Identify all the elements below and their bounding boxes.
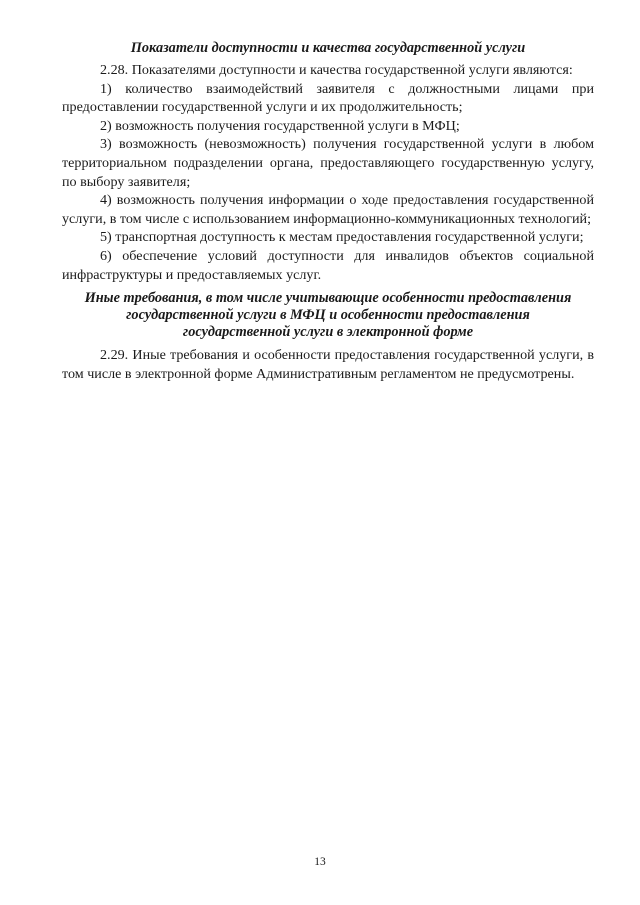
list-item-6: 6) обеспечение условий доступности для инвалидов объектов социальной инфраструктуры и предоставляемых услуг.: [62, 247, 594, 283]
document-page: [62, 40, 594, 383]
list-item-1: 1) количество взаимодействий заявителя с должностными лицами при предоставлении государственной услуги и их продолжительность;: [62, 80, 594, 116]
section-heading-other-requirements: [62, 290, 594, 341]
heading-line: государственной услуги в электронной форме: [182, 324, 474, 341]
page-number: 13: [314, 856, 326, 868]
list-item-3: 3) возможность (невозможность) получения государственной услуги в любом территориальном подразделении органа, предоставляющего государственную услугу, по выбору заявителя;: [62, 136, 594, 190]
heading-line: Иные требования, в том числе учитывающие особенности предоставления: [84, 290, 572, 307]
list-item-2: 2) возможность получения государственной услуги в МФЦ;: [100, 117, 460, 134]
section-heading-accessibility: Показатели доступности и качества государственной услуги: [130, 40, 526, 56]
list-item-5: 5) транспортная доступность к местам предоставления государственной услуги;: [100, 229, 584, 246]
heading-line: государственной услуги в МФЦ и особенности предоставления: [126, 307, 530, 324]
list-item-4: 4) возможность получения информации о ходе предоставления государственной услуги, в том числе с использованием информационно-коммуникационных технологий;: [62, 192, 594, 227]
paragraph-2-29: 2.29. Иные требования и особенности предоставления государственной услуги, в том числе в электронной форме Административным регламентом не предусмотрены.: [62, 347, 594, 382]
paragraph-2-28: 2.28. Показателями доступности и качества государственной услуги являются:: [100, 62, 573, 78]
